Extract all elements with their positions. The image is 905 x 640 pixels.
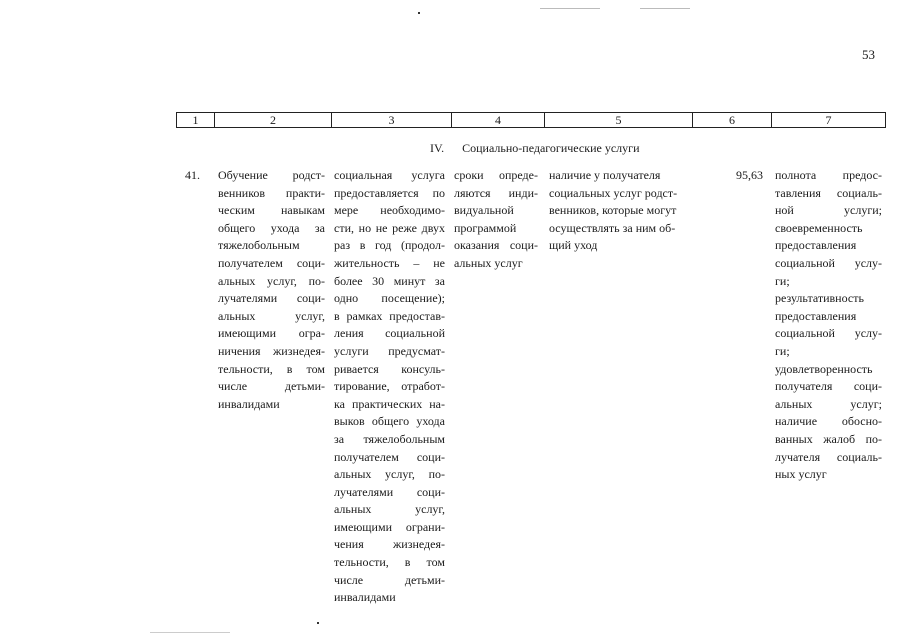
service-terms-cell xyxy=(454,167,538,273)
cell-line: предоставления xyxy=(775,308,857,323)
cell-line: тельности, в том xyxy=(218,361,325,376)
cell-line: ривается консуль- xyxy=(334,361,445,376)
cell-line: выков общего ухода xyxy=(334,414,445,429)
cell-line: альных услуг, xyxy=(218,308,325,323)
cell-line: услуги предусмат- xyxy=(334,343,445,358)
cell-line: Обучение родст- xyxy=(218,168,325,182)
cell-line: числе детьми- xyxy=(334,572,445,587)
cell-line: социальная услуга xyxy=(334,168,445,182)
cell-line: тяжелобольным xyxy=(218,238,300,253)
cell-line: одно посещение); xyxy=(334,291,445,306)
cell-line: ванных жалоб по- xyxy=(775,431,882,446)
cell-line: осуществлять за ним об- xyxy=(549,220,676,235)
cell-line: ной услуги; xyxy=(775,203,882,218)
section-number: IV. xyxy=(430,141,445,155)
cell-line: лучателями соци- xyxy=(218,291,325,306)
header-col-5: 5 xyxy=(545,113,693,127)
cell-line: наличие обосно- xyxy=(775,414,882,429)
quality-indicators-cell xyxy=(775,167,882,484)
service-description-cell xyxy=(334,167,445,607)
cell-line: ляются инди- xyxy=(454,185,538,200)
cell-line: оказания соци- xyxy=(454,238,538,253)
cell-line: жительность – не xyxy=(334,255,445,270)
scan-speck xyxy=(540,8,600,9)
cell-line: венников практи- xyxy=(218,185,325,200)
column-number-header xyxy=(176,112,886,128)
header-col-7: 7 xyxy=(825,113,832,127)
cell-line: социальной услу- xyxy=(775,255,882,270)
header-col-3: 3 xyxy=(332,113,452,127)
service-name-cell xyxy=(218,167,325,413)
page-number: 53 xyxy=(862,47,875,62)
header-col-4: 4 xyxy=(452,113,545,127)
cell-line: тавления социаль- xyxy=(775,185,882,200)
cell-line: удовлетворенность xyxy=(775,361,873,376)
header-col-1: 1 xyxy=(177,113,215,127)
cell-line: получателем соци- xyxy=(334,449,445,464)
cell-line: предоставления xyxy=(775,238,857,253)
cell-line: альных услуг; xyxy=(775,396,882,411)
cell-line: наличие у получателя xyxy=(549,168,661,182)
cell-line: имеющими ограни- xyxy=(334,519,445,534)
cell-line: общего ухода за xyxy=(218,220,325,235)
cell-line: имеющими огра- xyxy=(218,326,325,341)
cell-line: альных услуг, по- xyxy=(218,273,325,288)
cell-line: видуальной xyxy=(454,203,514,218)
header-col-6: 6 xyxy=(693,113,772,127)
cell-line: щий уход xyxy=(549,238,598,253)
cell-line: ления социальной xyxy=(334,326,445,341)
cell-line: тельности, в том xyxy=(334,555,445,570)
cell-line: альных услуг xyxy=(454,255,523,270)
cell-line: ческим навыкам xyxy=(218,203,325,218)
cell-line: ги; xyxy=(775,273,790,288)
cell-line: ка практических на- xyxy=(334,396,445,411)
section-heading xyxy=(430,141,640,156)
cell-line: мере необходимо- xyxy=(334,203,445,218)
cell-line: тирование, отработ- xyxy=(334,379,445,394)
cell-line: за тяжелобольным xyxy=(334,431,445,446)
cell-line: получателем соци- xyxy=(218,255,325,270)
scan-speck xyxy=(317,622,319,624)
cell-line: лучателя социаль- xyxy=(775,449,882,464)
cell-line: предоставляется по xyxy=(334,185,445,200)
cell-line: альных услуг, по- xyxy=(334,467,445,482)
section-title: Социально-педагогические услуги xyxy=(462,141,640,155)
cell-line: ничения жизнедея- xyxy=(218,343,325,358)
cell-line: ги; xyxy=(775,343,790,358)
cell-line: результативность xyxy=(775,291,864,306)
cell-line: сроки опреде- xyxy=(454,168,538,182)
cell-line: лучателями соци- xyxy=(334,484,445,499)
cell-line: инвалидами xyxy=(334,590,396,605)
cell-line: чения жизнедея- xyxy=(334,537,445,552)
cell-line: числе детьми- xyxy=(218,379,325,394)
service-conditions-cell xyxy=(549,167,689,255)
tariff-value-cell: 95,63 xyxy=(736,168,763,182)
scan-speck xyxy=(418,12,420,14)
row-number: 41. xyxy=(185,168,200,182)
cell-line: венников, которые могут xyxy=(549,203,677,218)
cell-line: полнота предос- xyxy=(775,168,882,182)
cell-line: программой xyxy=(454,220,517,235)
cell-line: в рамках предостав- xyxy=(334,308,445,323)
cell-line: более 30 минут за xyxy=(334,273,445,288)
scan-speck xyxy=(150,632,230,633)
cell-line: своевременность xyxy=(775,220,863,235)
cell-line: ных услуг xyxy=(775,467,827,482)
header-col-2: 2 xyxy=(215,113,332,127)
cell-line: получателя соци- xyxy=(775,379,882,394)
cell-line: сти, но не реже двух xyxy=(334,220,445,235)
cell-line: раз в год (продол- xyxy=(334,238,445,253)
cell-line: инвалидами xyxy=(218,396,280,411)
cell-line: социальных услуг родст- xyxy=(549,185,678,200)
cell-line: социальной услу- xyxy=(775,326,882,341)
cell-line: альных услуг, xyxy=(334,502,445,517)
scan-speck xyxy=(640,8,690,9)
